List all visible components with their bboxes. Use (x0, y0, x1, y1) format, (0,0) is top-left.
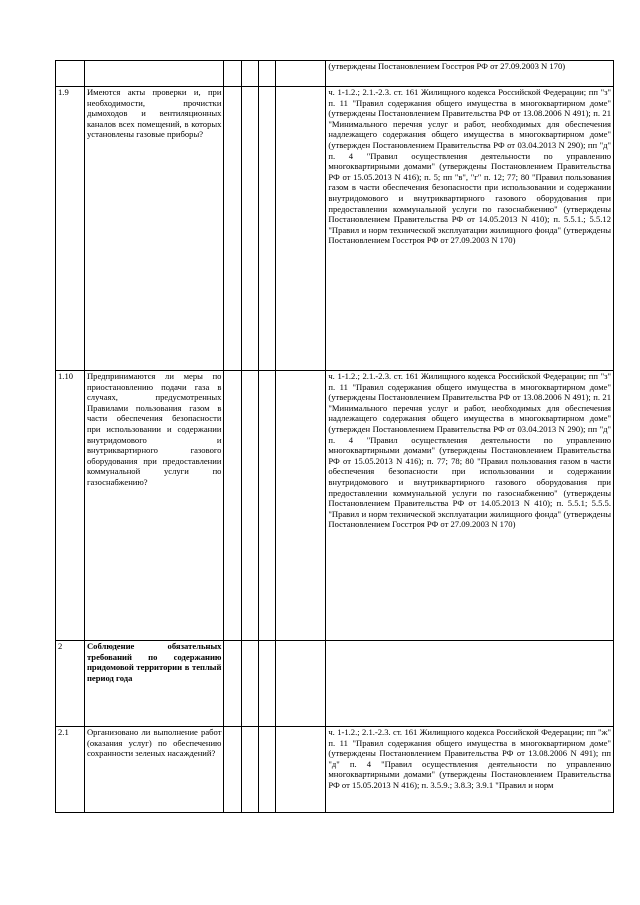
note-cell (275, 371, 325, 641)
row-number: 2 (56, 641, 85, 727)
section-title-cell (84, 641, 224, 727)
question-cell (84, 61, 224, 87)
answer-yes-cell (224, 727, 241, 813)
table-row (56, 727, 614, 813)
note-cell (275, 87, 325, 371)
legal-basis-cell (326, 641, 614, 727)
table-row (56, 87, 614, 371)
answer-yes-cell (224, 61, 241, 87)
answer-yes-cell (224, 641, 241, 727)
question-text: Организовано ли выполнение работ (оказания услуг) по обеспечению сохранности зеленых насаждений? (86, 727, 222, 759)
answer-no-cell (241, 87, 258, 371)
question-text: Имеются акты проверки и, при необходимости, прочистки дымоходов и вентиляционных каналов всех помещений, в которых установлены газовые приборы? (86, 87, 222, 140)
answer-no-cell (241, 727, 258, 813)
answer-no-cell (241, 641, 258, 727)
answer-no-cell (241, 371, 258, 641)
question-text: Предпринимаются ли меры по приостановлению подачи газа в случаях, предусмотренных Правилами пользования газом в части обеспечения безопасности при использовании и содержании внутридомового и внутриквартирного газового оборудования при предоставлении коммунальной услуги по газоснабжению? (86, 371, 222, 487)
note-cell (275, 61, 325, 87)
answer-yes-cell (224, 371, 241, 641)
legal-basis-cell: ч. 1-1.2.; 2.1.-2.3. ст. 161 Жилищного кодекса Российской Федерации; пп "ж" п. 11 "Правил содержания общего имущества в многоквартирном доме" (утверждены Постановлением Правительства РФ от 13.08.2006 N 491); пп "д" п. 4 "Правил осуществления деятельности по управлению многоквартирными домами" (утверждены Постановлением Правительства РФ от 15.05.2013 N 416); п. 3.5.9.; 3.8.3; 3.9.1 "Правил и норм (326, 727, 614, 813)
answer-yes-cell (224, 87, 241, 371)
answer-no-cell (241, 61, 258, 87)
note-cell (275, 641, 325, 727)
section-title: Соблюдение обязательных требований по содержанию придомовой территории в теплый период года (86, 641, 222, 683)
legal-basis-cell: ч. 1-1.2.; 2.1.-2.3. ст. 161 Жилищного кодекса Российской Федерации; пп "з" п. 11 "Правил содержания общего имущества в многоквартирном доме" (утверждены Постановлением Правительства РФ от 13.08.2006 N 491); п. 21 "Минимального перечня услуг и работ, необходимых для обеспечения надлежащего содержания общего имущества в многоквартирном доме" (утвержден Постановлением Правительства РФ от 03.04.2013 N 290); пп "д" п. 4 "Правил осуществления деятельности по управлению многоквартирными домами" (утверждены Постановлением Правительства РФ от 15.05.2013 N 416); п. 5; пп "в", "г" п. 12; 77; 80 "Правил пользования газом в части обеспечения безопасности при использовании и содержании внутридомового и внутриквартирного газового оборудования при предоставлении коммунальной услуги по газоснабжению" (утверждены Постановлением Правительства РФ от 14.05.2013 N 410); п. 5.5.1.; 5.5.12 "Правил и норм технической эксплуатации жилищного фонда" (утверждены Постановлением Госстроя РФ от 27.09.2003 N 170) (326, 87, 614, 371)
question-cell (84, 87, 224, 371)
answer-na-cell (258, 371, 275, 641)
row-number: 1.10 (56, 371, 85, 641)
row-number (56, 61, 85, 87)
answer-na-cell (258, 727, 275, 813)
answer-na-cell (258, 641, 275, 727)
table-row (56, 641, 614, 727)
answer-na-cell (258, 61, 275, 87)
question-cell (84, 371, 224, 641)
checklist-table (55, 60, 614, 813)
table-row (56, 371, 614, 641)
table-row (56, 61, 614, 87)
legal-basis-cell: ч. 1-1.2.; 2.1.-2.3. ст. 161 Жилищного кодекса Российской Федерации; пп "з" п. 11 "Правил содержания общего имущества в многоквартирном доме" (утверждены Постановлением Правительства РФ от 13.08.2006 N 491); п. 21 "Минимального перечня услуг и работ, необходимых для обеспечения надлежащего содержания общего имущества в многоквартирном доме" (утвержден Постановлением Правительства РФ от 03.04.2013 N 290); пп "д" п. 4 "Правил осуществления деятельности по управлению многоквартирными домами" (утверждены Постановлением Правительства РФ от 15.05.2013 N 416); п. 77; 78; 80 "Правил пользования газом в части обеспечения безопасности при использовании и содержании внутридомового и внутриквартирного газового оборудования при предоставлении коммунальной услуги по газоснабжению" (утверждены Постановлением Правительства РФ от 14.05.2013 N 410); п. 5.5.1; 5.5.5. "Правил и норм технической эксплуатации жилищного фонда" (утверждены Постановлением Госстроя РФ от 27.09.2003 N 170) (326, 371, 614, 641)
legal-basis-cell: (утверждены Постановлением Госстроя РФ от 27.09.2003 N 170) (326, 61, 614, 87)
question-cell (84, 727, 224, 813)
answer-na-cell (258, 87, 275, 371)
note-cell (275, 727, 325, 813)
row-number: 2.1 (56, 727, 85, 813)
row-number: 1.9 (56, 87, 85, 371)
